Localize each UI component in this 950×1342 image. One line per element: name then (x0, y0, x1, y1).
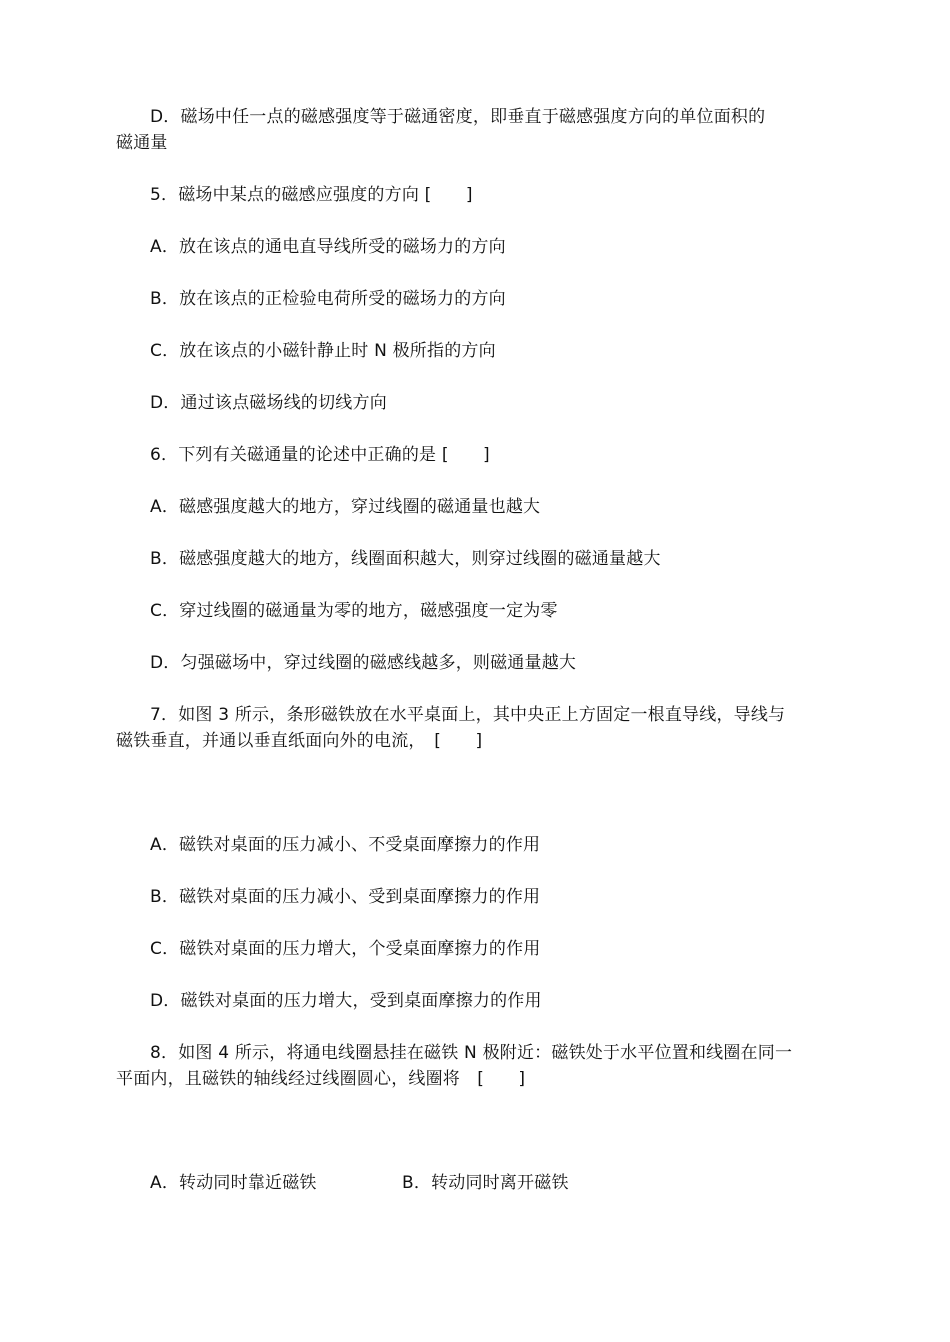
q5-stem: 5．磁场中某点的磁感应强度的方向 [ ] (150, 185, 473, 205)
q7-option-c: C．磁铁对桌面的压力增大，个受桌面摩擦力的作用 (150, 939, 541, 959)
q7-option-b: B．磁铁对桌面的压力减小、受到桌面摩擦力的作用 (150, 887, 541, 907)
q6-option-a: A．磁感强度越大的地方，穿过线圈的磁通量也越大 (150, 497, 541, 517)
q7-stem-line1: 7．如图 3 所示，条形磁铁放在水平桌面上，其中央正上方固定一根直导线，导线与 (150, 705, 786, 725)
q5-option-b: B．放在该点的正检验电荷所受的磁场力的方向 (150, 289, 506, 309)
q7-option-d: D．磁铁对桌面的压力增大，受到桌面摩擦力的作用 (150, 991, 542, 1011)
q6-option-c: C．穿过线圈的磁通量为零的地方，磁感强度一定为零 (150, 601, 558, 621)
q5-option-a: A．放在该点的通电直导线所受的磁场力的方向 (150, 237, 506, 257)
q5-option-c: C．放在该点的小磁针静止时 N 极所指的方向 (150, 341, 496, 361)
q6-option-d: D．匀强磁场中，穿过线圈的磁感线越多，则磁通量越大 (150, 653, 577, 673)
q5-option-d: D．通过该点磁场线的切线方向 (150, 393, 387, 413)
q8-stem-line2: 平面内，且磁铁的轴线经过线圈圆心，线圈将 [ ] (116, 1069, 526, 1089)
q4-option-d-line2: 磁通量 (116, 133, 168, 153)
q6-option-b: B．磁感强度越大的地方，线圈面积越大，则穿过线圈的磁通量越大 (150, 549, 661, 569)
q7-stem-line2: 磁铁垂直，并通以垂直纸面向外的电流， [ ] (116, 731, 483, 751)
q4-option-d-line1: D．磁场中任一点的磁感强度等于磁通密度，即垂直于磁感强度方向的单位面积的 (150, 107, 766, 127)
q6-stem: 6．下列有关磁通量的论述中正确的是 [ ] (150, 445, 490, 465)
q8-option-a: A．转动同时靠近磁铁 (150, 1173, 317, 1193)
q8-option-b: B．转动同时离开磁铁 (402, 1173, 569, 1193)
q7-option-a: A．磁铁对桌面的压力减小、不受桌面摩擦力的作用 (150, 835, 541, 855)
q8-stem-line1: 8．如图 4 所示，将通电线圈悬挂在磁铁 N 极附近：磁铁处于水平位置和线圈在同一 (150, 1043, 793, 1063)
